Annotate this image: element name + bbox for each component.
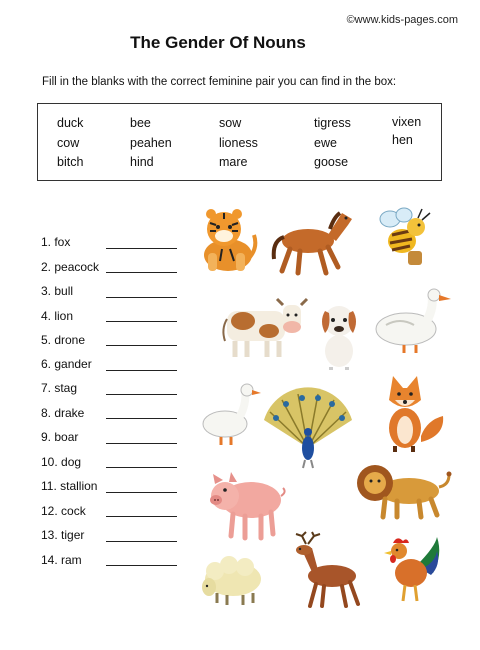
word-option: duck xyxy=(57,116,84,130)
word-option: sow xyxy=(219,116,242,130)
word-box xyxy=(37,103,442,181)
answer-blank[interactable] xyxy=(106,394,177,395)
word-column xyxy=(392,113,421,149)
answer-blank[interactable] xyxy=(106,418,177,419)
word-option: hen xyxy=(392,133,413,147)
goose-picture xyxy=(201,382,261,446)
answer-blank[interactable] xyxy=(106,272,177,273)
answer-blank[interactable] xyxy=(106,248,177,249)
answer-blank[interactable] xyxy=(106,565,177,566)
sheep-picture xyxy=(201,553,269,605)
word-option: goose xyxy=(314,155,349,169)
page-title: The Gender Of Nouns xyxy=(130,33,306,52)
word-column xyxy=(219,114,258,173)
cow-picture xyxy=(221,297,309,359)
word-option: ewe xyxy=(314,135,337,150)
word-column xyxy=(57,114,83,173)
question-label: 1. fox xyxy=(41,235,71,249)
answer-blank[interactable] xyxy=(106,443,177,444)
question-label: 11. stallion xyxy=(41,479,98,493)
answer-blank[interactable] xyxy=(106,370,177,371)
word-option: bee xyxy=(130,116,151,130)
deer-picture xyxy=(284,532,366,608)
word-option: bitch xyxy=(57,155,84,169)
answer-blank[interactable] xyxy=(106,345,177,346)
word-option: lioness xyxy=(219,135,258,150)
question-label: 9. boar xyxy=(41,430,79,444)
word-option: mare xyxy=(219,155,248,169)
answer-blank[interactable] xyxy=(106,467,177,468)
answer-blank[interactable] xyxy=(106,492,177,493)
question-label: 12. cock xyxy=(41,504,86,518)
answer-blank[interactable] xyxy=(106,297,177,298)
question-label: 6. gander xyxy=(41,357,92,371)
answer-blank[interactable] xyxy=(106,516,177,517)
question-label: 7. stag xyxy=(41,381,78,395)
answer-blank[interactable] xyxy=(106,321,177,322)
question-label: 10. dog xyxy=(41,455,82,469)
question-label: 2. peacock xyxy=(41,260,100,274)
lion-picture xyxy=(355,461,451,519)
goose-picture xyxy=(372,287,454,355)
pig-picture xyxy=(207,470,285,540)
word-option: vixen xyxy=(392,115,422,129)
question-label: 8. drake xyxy=(41,406,85,420)
bee-picture xyxy=(378,207,436,269)
horse-picture xyxy=(270,207,358,275)
word-option: hind xyxy=(130,155,154,169)
question-label: 3. bull xyxy=(41,284,74,298)
question-label: 4. lion xyxy=(41,309,74,323)
question-label: 14. ram xyxy=(41,553,82,567)
instruction-text: Fill in the blanks with the correct feminine pair you can find in the box: xyxy=(42,76,397,88)
question-label: 13. tiger xyxy=(41,528,85,542)
tiger-picture xyxy=(196,205,258,273)
copyright-notice: ©www.kids-pages.com xyxy=(346,14,458,26)
dog-picture xyxy=(319,299,359,371)
rooster-picture xyxy=(383,535,439,603)
word-option: tigress xyxy=(314,116,351,130)
question-label: 5. drone xyxy=(41,333,86,347)
peacock-picture xyxy=(262,390,354,468)
word-option: cow xyxy=(57,135,80,150)
word-column xyxy=(314,114,351,173)
fox-picture xyxy=(381,372,447,454)
word-column xyxy=(130,114,172,173)
word-option: peahen xyxy=(130,135,172,150)
answer-blank[interactable] xyxy=(106,541,177,542)
